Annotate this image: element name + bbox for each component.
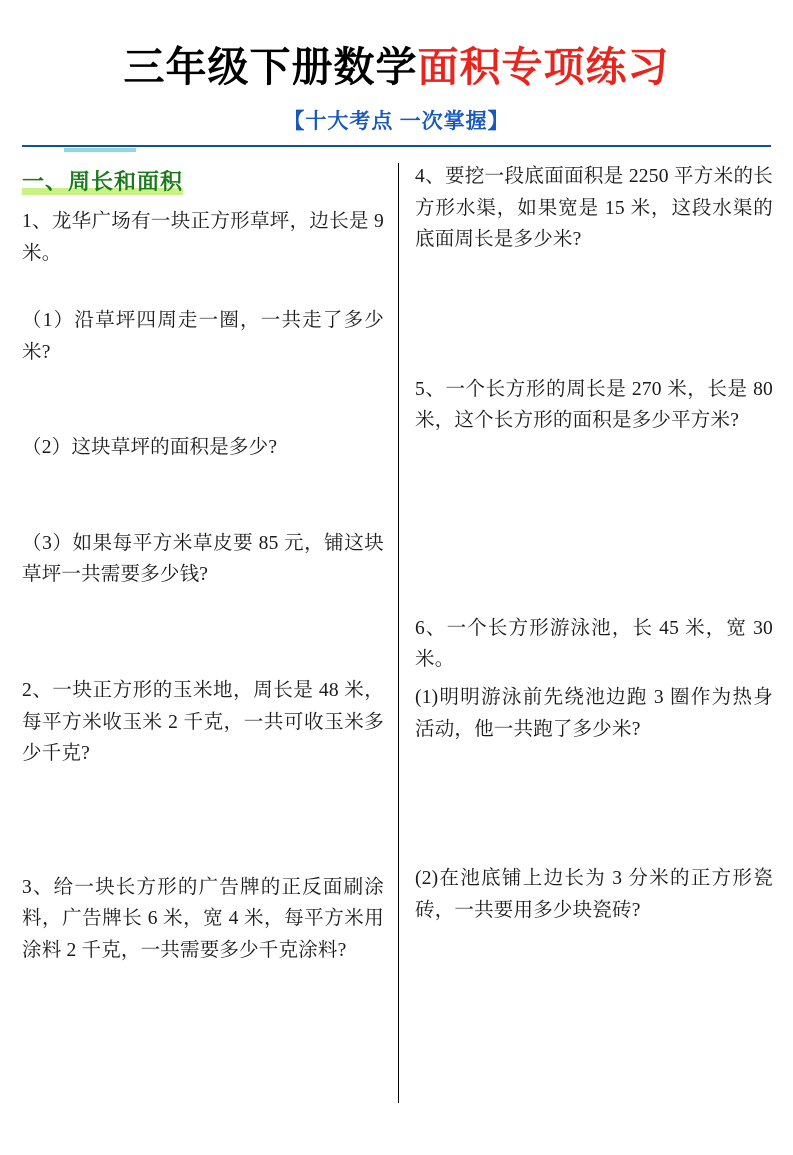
right-column — [399, 161, 773, 1103]
answer-space-5-extra — [415, 555, 773, 613]
question-1-sub-1: （1）沿草坪四周走一圈，一共走了多少米? — [22, 310, 384, 363]
answer-space-6-1 — [415, 751, 773, 863]
question-6-sub-2: (2)在池底铺上边长为 3 分米的正方形瓷砖，一共要用多少块瓷砖? — [415, 868, 773, 921]
left-column — [22, 161, 398, 1103]
question-4: 4、要挖一段底面面积是 2250 平方米的长方形水渠，如果宽是 15 米，这段水渠的底面周长是多少米? — [415, 166, 773, 251]
section-heading-perimeter-area — [22, 165, 183, 196]
question-6-sub-1: (1)明明游泳前先绕池边跑 3 圈作为热身活动，他一共跑了多少米? — [415, 687, 773, 740]
question-1-sub-2: （2）这块草坪的面积是多少? — [22, 437, 278, 459]
answer-space-4 — [415, 262, 773, 374]
page-title-black: 三年级下册数学 — [123, 44, 418, 90]
question-3: 3、给一块长方形的广告牌的正反面刷涂料，广告牌长 6 米，宽 4 米，每平方米用涂料 2 千克，一共需要多少千克涂料? — [22, 876, 384, 961]
question-6: 6、一个长方形游泳池，长 45 米，宽 30 米。 — [415, 617, 773, 671]
worksheet-page — [0, 34, 793, 1155]
header-divider-line — [22, 145, 771, 147]
page-subtitle: 【十大考点 一次掌握】 — [283, 109, 510, 133]
answer-space-5 — [415, 443, 773, 555]
page-title — [0, 34, 793, 93]
question-5: 5、一个长方形的周长是 270 米，长是 80 米，这个长方形的面积是多少平方米? — [415, 378, 773, 432]
answer-space-1 — [22, 275, 384, 305]
question-1-sub-3: （3）如果每平方米草皮要 85 元，铺这块草坪一共需要多少钱? — [22, 532, 384, 586]
question-1: 1、龙华广场有一块正方形草坪，边长是 9 米。 — [22, 211, 384, 264]
page-title-red: 面积专项练习 — [417, 44, 670, 90]
content-columns — [0, 161, 793, 1103]
header-divider-accent — [64, 148, 136, 152]
question-2: 2、一块正方形的玉米地，周长是 48 米，每平方米收玉米 2 千克，一共可收玉米多少千克? — [22, 680, 384, 765]
answer-space-1-3 — [22, 597, 384, 675]
header-divider — [22, 145, 771, 153]
answer-space-1-1 — [22, 374, 384, 432]
answer-space-1-2 — [22, 470, 384, 528]
answer-space-2 — [22, 776, 384, 872]
section-heading-label: 一、周长和面积 — [22, 169, 184, 194]
